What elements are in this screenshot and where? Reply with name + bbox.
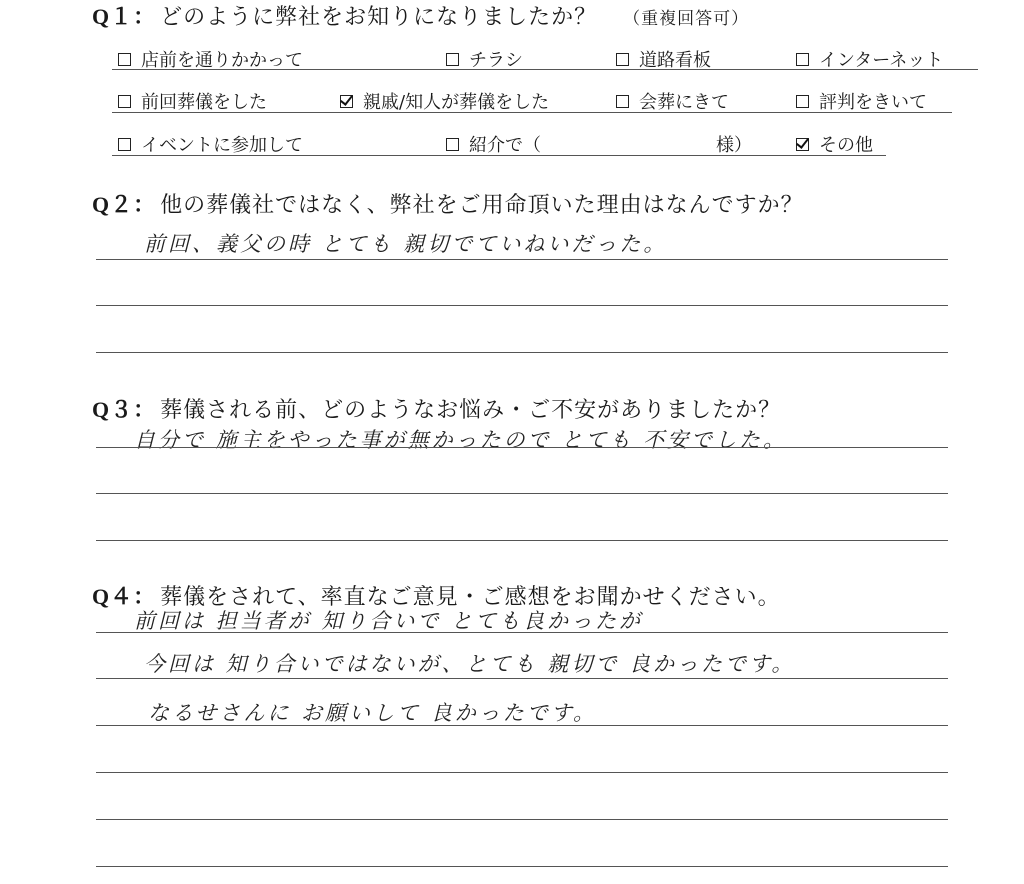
q1-option-label: 会葬にきて: [639, 92, 729, 113]
answer-line: [96, 632, 948, 633]
q4-answer-line-3: なるせさんに お願いして 良かったです。: [148, 701, 598, 725]
answer-line: [96, 725, 948, 726]
answer-line: [96, 259, 948, 260]
q1-option[interactable]: [446, 131, 541, 157]
q2-number: Q２：: [92, 192, 157, 217]
checkbox-checked-icon[interactable]: [340, 95, 353, 108]
answer-line: [96, 540, 948, 541]
q1-option-label: チラシ: [469, 50, 523, 71]
q2-question: 他の葬儀社ではなく、弊社をご用命頂いた理由はなんですか？: [160, 193, 804, 218]
q1-option-label: 評判をきいて: [819, 92, 927, 113]
q1-option[interactable]: [118, 88, 267, 114]
q4-answer-line-1: 前回は 担当者が 知り合いで とても良かったが: [134, 609, 644, 633]
checkbox-empty-icon[interactable]: [796, 53, 809, 66]
q1-option-label: 親戚/知人が葬儀をした: [363, 92, 550, 113]
checkbox-empty-icon[interactable]: [118, 95, 131, 108]
q1-question: どのように弊社をお知りになりましたか？: [160, 5, 598, 30]
checkbox-empty-icon[interactable]: [118, 138, 131, 151]
q1-option-label: イベントに参加して: [141, 135, 303, 156]
q1-row-rule: [112, 155, 886, 156]
answer-line: [96, 819, 948, 820]
q1-referral-suffix: [716, 131, 752, 157]
answer-line: [96, 678, 948, 679]
q4-number: Q４：: [92, 584, 157, 609]
q2-answer: 前回、義父の時 とても 親切でていねいだった。: [144, 232, 668, 256]
answer-line: [96, 772, 948, 773]
q1-option[interactable]: [616, 88, 729, 114]
q1-option-label: 紹介で（: [469, 135, 541, 156]
q1-heading: [92, 0, 749, 31]
q1-note: （重複回答可）: [623, 9, 750, 29]
q1-option-label: 道路看板: [639, 50, 711, 71]
answer-line: [96, 493, 948, 494]
checkbox-empty-icon[interactable]: [118, 53, 131, 66]
q4-answer-line-2: 今回は 知り合いではないが、とても 親切で 良かったです。: [144, 652, 796, 676]
q1-option[interactable]: [796, 131, 873, 157]
q2-heading: [92, 188, 804, 219]
answer-line: [96, 447, 948, 448]
q3-heading: [92, 393, 781, 424]
q3-number: Q３：: [92, 397, 157, 422]
q1-option-label: 前回葬儀をした: [141, 92, 267, 113]
q4-question: 葬儀をされて、率直なご意見・ご感想をお聞かせください。: [160, 585, 781, 610]
q1-referral-suffix-label: 様）: [716, 135, 752, 156]
checkbox-empty-icon[interactable]: [446, 53, 459, 66]
checkbox-empty-icon[interactable]: [616, 95, 629, 108]
q1-row-rule: [112, 69, 978, 70]
q1-option-label: インターネット: [819, 50, 944, 71]
answer-line: [96, 305, 948, 306]
q1-option[interactable]: [796, 88, 927, 114]
q1-option-label: 店前を通りかかって: [141, 50, 303, 71]
q1-number: Q１：: [92, 4, 157, 29]
checkbox-empty-icon[interactable]: [616, 53, 629, 66]
answer-line: [96, 352, 948, 353]
q1-option-label: その他: [819, 135, 873, 156]
answer-line: [96, 866, 948, 867]
q1-row-rule: [112, 112, 952, 113]
checkbox-checked-icon[interactable]: [796, 138, 809, 151]
checkbox-empty-icon[interactable]: [796, 95, 809, 108]
checkbox-empty-icon[interactable]: [446, 138, 459, 151]
q3-question: 葬儀される前、どのようなお悩み・ご不安がありましたか？: [160, 398, 782, 423]
q3-answer: 自分で 施主をやった事が無かったので とても 不安でした。: [134, 428, 788, 452]
q1-option[interactable]: [340, 88, 549, 114]
q1-option[interactable]: [118, 131, 303, 157]
